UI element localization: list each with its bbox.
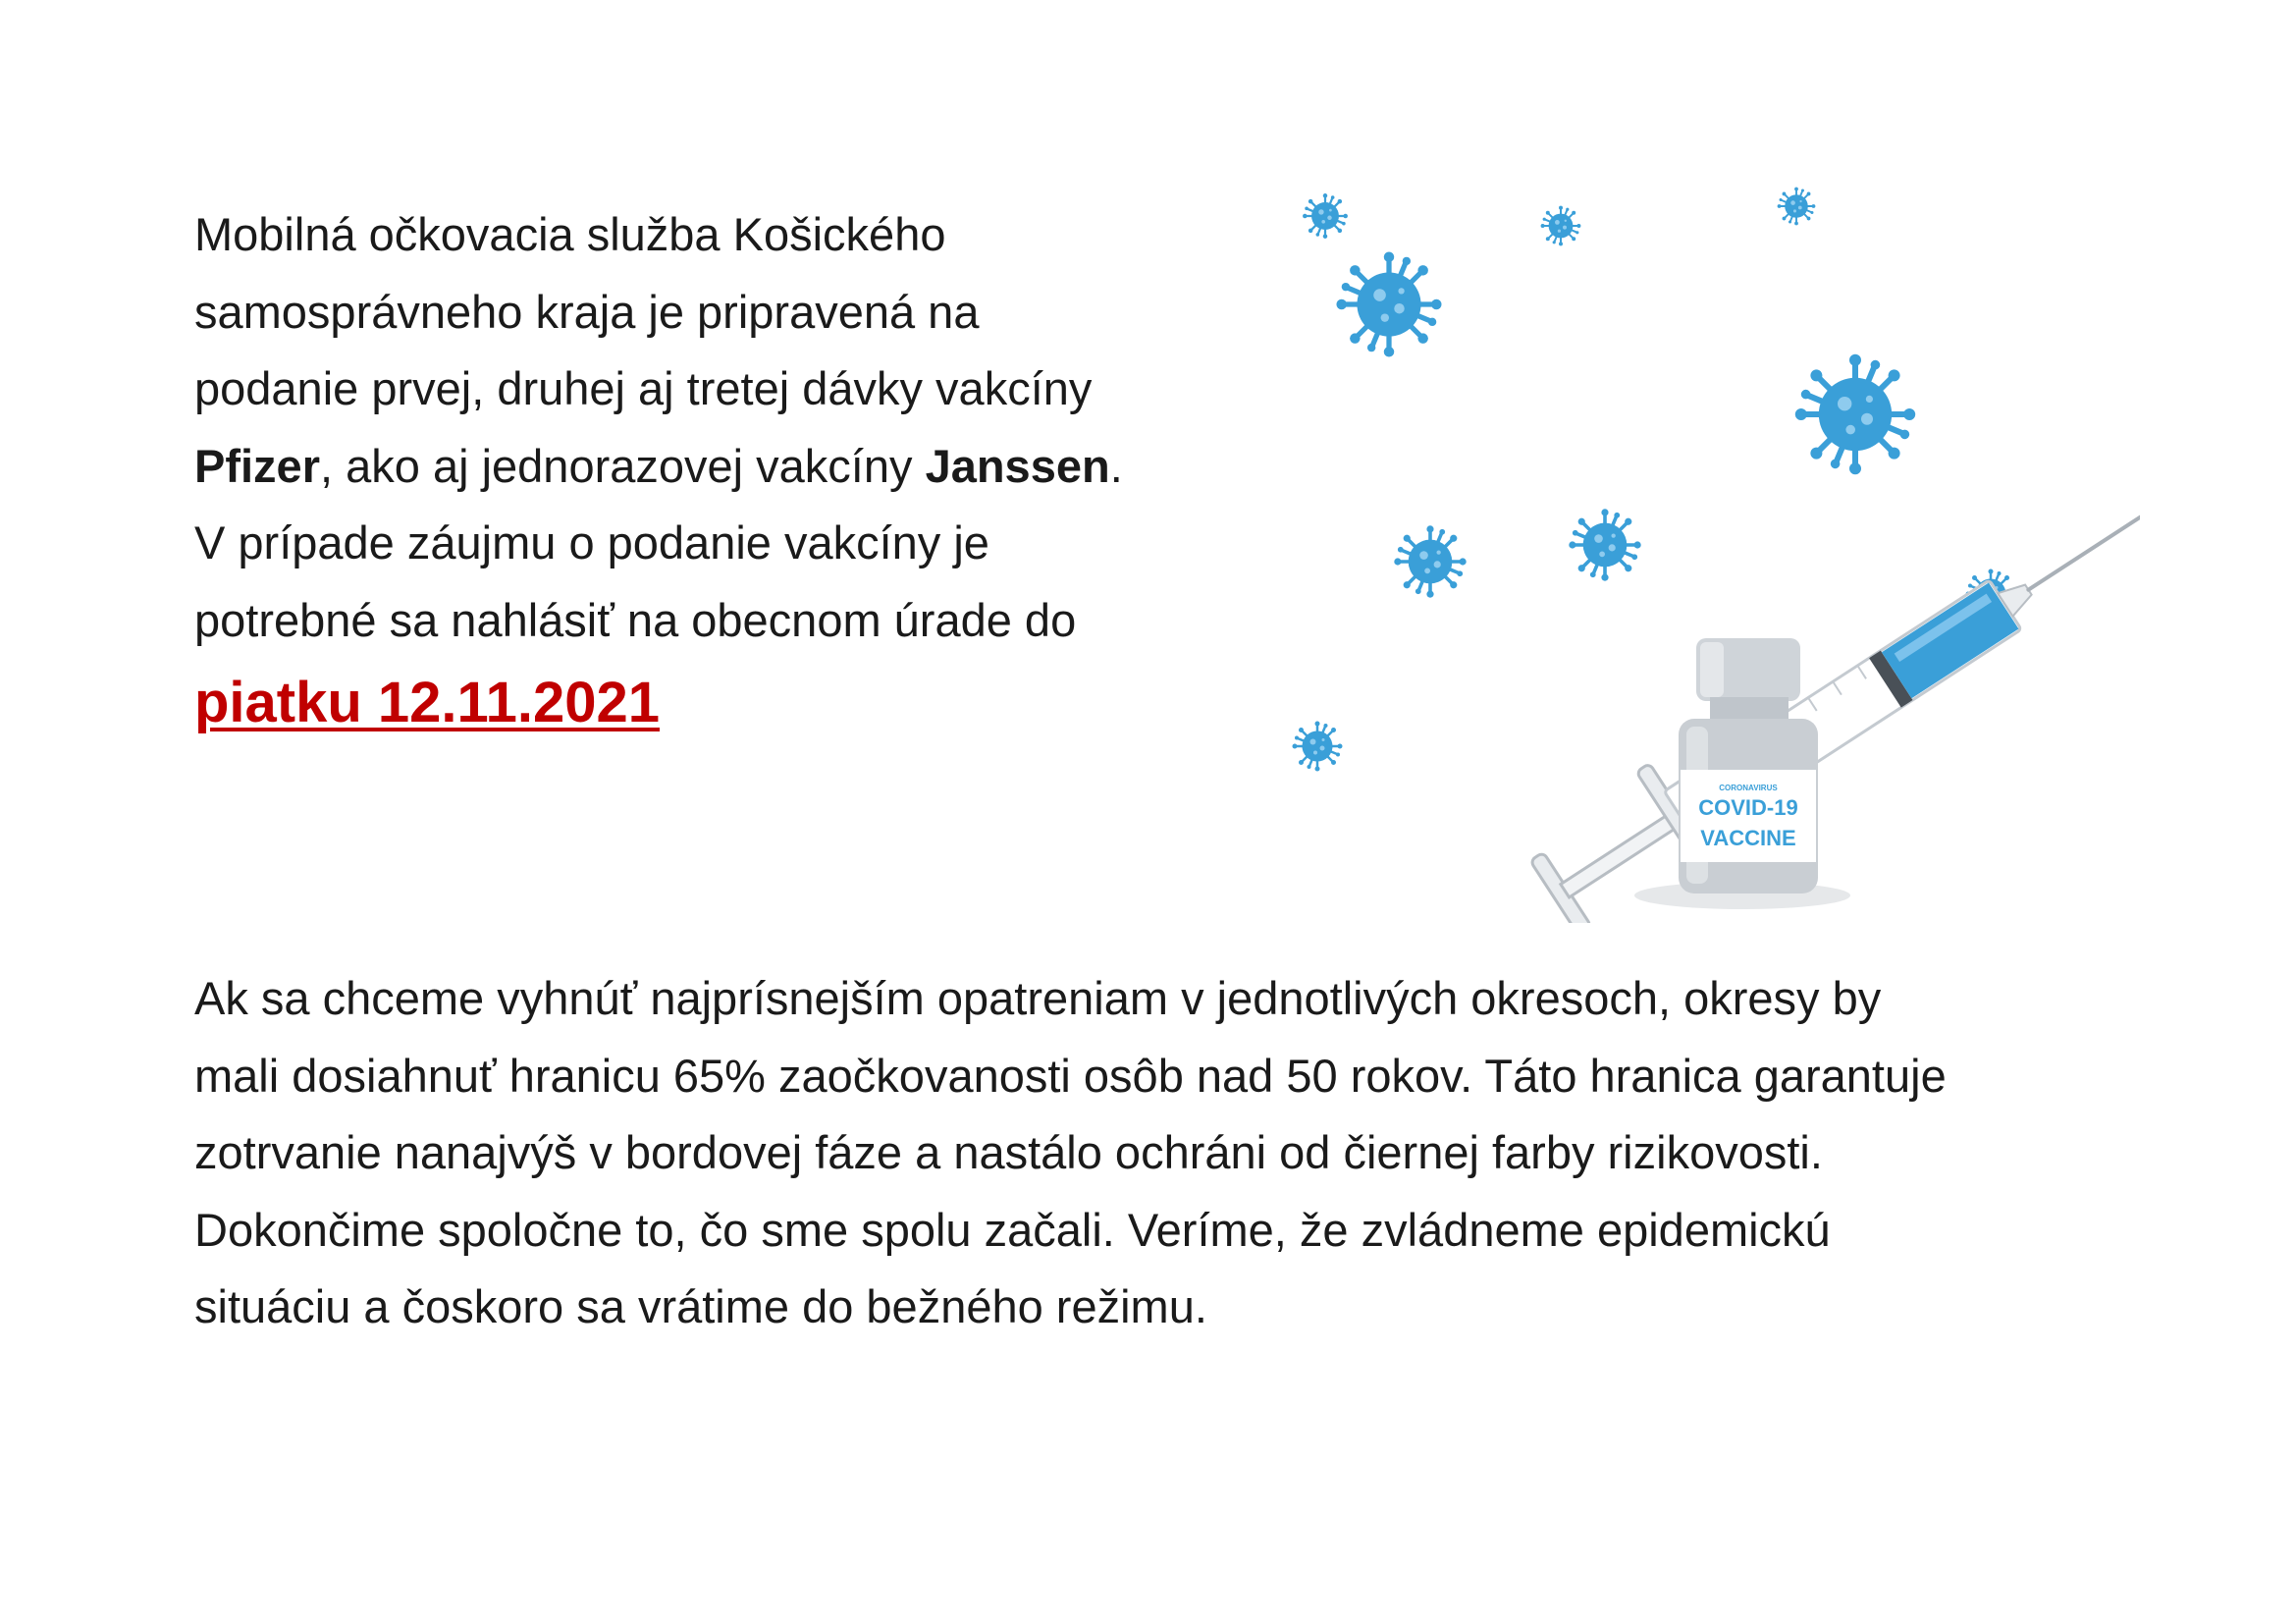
intro-line: samosprávneho kraja je pripravená na (194, 285, 980, 338)
body-line: mali dosiahnuť hranicu 65% zaočkovanosti osôb nad 50 rokov. Táto hranica garantuje (194, 1049, 1947, 1102)
syringe-icon (1522, 444, 2140, 923)
virus-icon (1541, 206, 1581, 246)
body-line: situáciu a čoskoro sa vrátime do bežného režimu. (194, 1280, 1207, 1332)
intro-line: Mobilná očkovacia služba Košického (194, 208, 946, 260)
vial-label-small: CORONAVIRUS (1719, 784, 1778, 792)
vaccine-pfizer: Pfizer (194, 439, 320, 492)
virus-icon (1394, 525, 1466, 597)
virus-icon (1778, 188, 1816, 226)
virus-icon (1303, 193, 1348, 239)
body-line: Dokončime spoločne to, čo sme spolu začali. Veríme, že zvládneme epidemickú (194, 1203, 1831, 1256)
intro-line: podanie prvej, druhej aj tretej dávky vakcíny (194, 362, 1093, 414)
intro-paragraph (194, 196, 1235, 745)
vaccine-vial-icon (1679, 638, 1818, 893)
virus-icon (1293, 722, 1343, 772)
body-line: Ak sa chceme vyhnúť najprísnejším opatreniam v jednotlivých okresoch, okresy by (194, 972, 1882, 1024)
deadline-date: piatku 12.11.2021 (194, 671, 660, 734)
vial-label-covid: COVID-19 (1698, 795, 1798, 820)
intro-end-text: . (1109, 439, 1123, 492)
intro-line: potrebné sa nahlásiť na obecnom úrade do (194, 593, 1077, 646)
virus-icon (1569, 509, 1640, 580)
intro-line: V prípade záujmu o podanie vakcíny je (194, 516, 989, 568)
vaccine-syringe-image (1227, 177, 2140, 923)
body-paragraph (194, 960, 2158, 1346)
body-line: zotrvanie nanajvýš v bordovej fáze a nastálo ochráni od čiernej farby rizikovosti. (194, 1126, 1823, 1178)
virus-icon (1336, 251, 1441, 356)
vaccine-janssen: Janssen (925, 439, 1110, 492)
vial-label-vaccine: VACCINE (1700, 826, 1796, 850)
intro-line-vaccines (194, 428, 1235, 506)
virus-icon (1795, 354, 1915, 474)
vaccine-illustration (1227, 177, 2140, 923)
intro-mid-text: , ako aj jednorazovej vakcíny (320, 439, 926, 492)
